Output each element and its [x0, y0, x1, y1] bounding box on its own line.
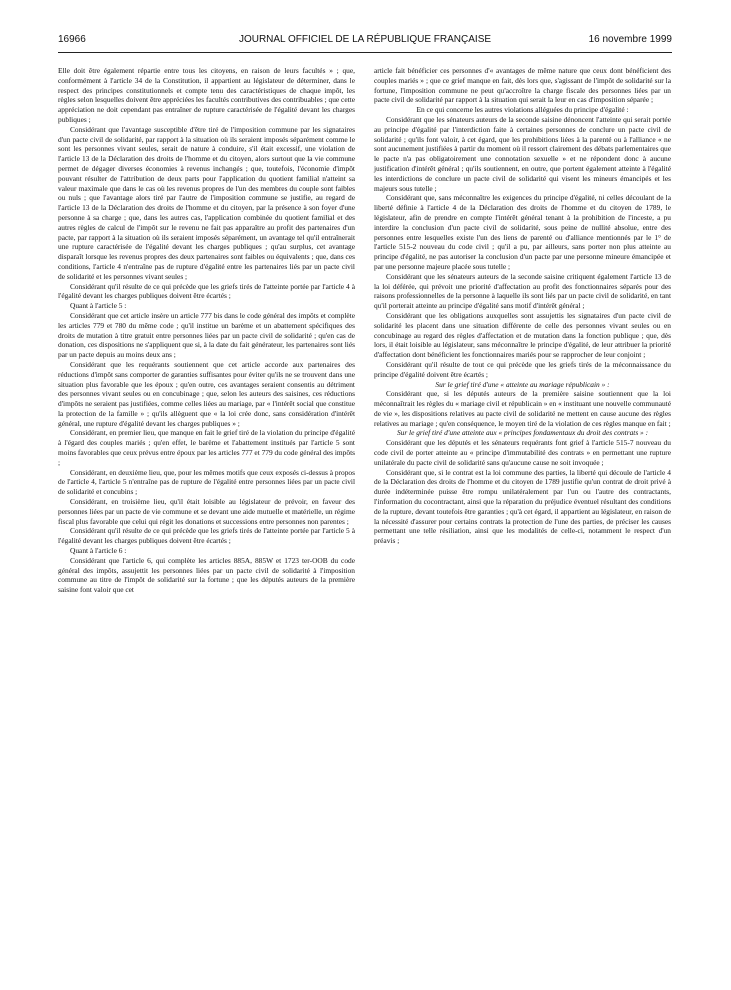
- page-number: 16966: [58, 34, 86, 45]
- section-heading: Sur le grief tiré d'une « atteinte au mariage républicain » :: [435, 379, 610, 389]
- left-column: [58, 66, 355, 595]
- paragraph: Considérant que cet article insère un article 777 bis dans le code général des impôts et complète les articles 779 et 780 du même code ; qu'il institue un barème et un abattement spécifiques des droits de mutation à titre gratuit entre personnes liées par un pacte civil de solidarité ; qu'en cas de donation, ces dispositions ne s'appliquent que si, à la date du fait générateur, les partenaires sont liés par un pacte depuis au moins deux ans ;: [58, 310, 355, 360]
- section-heading: Quant à l'article 5 :: [70, 301, 127, 311]
- paragraph: Considérant que les députés et les sénateurs requérants font grief à l'article 515-7 nouveau du code civil de porter atteinte au « principe d'immutabilité des contrats » en permettant une rupture unilatérale du pacte civil de solidarité sans qu'aucune cause ne soit invoquée ;: [374, 438, 671, 467]
- journal-title: JOURNAL OFFICIEL DE LA RÉPUBLIQUE FRANÇAISE: [238, 34, 492, 45]
- section-heading: En ce qui concerne les autres violations alléguées du principe d'égalité :: [416, 105, 629, 115]
- paragraph: Considérant que l'avantage susceptible d'être tiré de l'imposition commune par les signataires d'un pacte civil de solidarité, par rapport à la situation où ils seraient imposés séparément comme le sont les personnes vivant seules, serait de nature à conduire, s'il était excessif, une violation de l'article 13 de la Déclaration des droits de l'homme et du citoyen, alors surtout que la vie commune permet de dégager diverses économies à revenus inchangés ; que, toutefois, l'économie d'impôt pouvant résulter de l'attribution de deux parts pour l'application du quotient familial n'atteint sa valeur maximale que dans le cas où les revenus propres de l'un des membres du couple sont faibles ou nuls ; que l'avantage alors tiré par l'autre de l'imposition commune se justifie, au regard de l'article 13 de la Déclaration des droits de l'homme et du citoyen, par la présence à son foyer d'une personne à sa charge ; que, dans les autres cas, l'application combinée du quotient familial et des autres règles de calcul de l'impôt sur le revenu ne fait pas apparaître au profit des partenaires d'un pacte, par rapport à la situation où ils seraient imposés séparément, un avantage tel qu'il entraînerait une rupture caractérisée de l'égalité devant les charges publiques ; qu'au surplus, cet avantage disparaît lorsque les revenus propres des deux partenaires sont faibles ou équivalents ; que, dans ces conditions, l'article 4 n'entraîne pas de rupture d'égalité entre les partenaires liés par un pacte civil de solidarité et les personnes vivant seules ;: [58, 124, 355, 281]
- publication-date: 16 novembre 1999: [588, 34, 672, 45]
- paragraph: Considérant, en troisième lieu, qu'il était loisible au législateur de prévoir, en faveur des personnes liées par un pacte de vie commune et se devant une aide mutuelle et matérielle, un régime fiscal plus favorable que celui qui régit les donations et successions entre personnes non parentes ;: [58, 497, 355, 526]
- paragraph: Considérant qu'il résulte de ce qui précède que les griefs tirés de l'atteinte portée par l'article 4 à l'égalité devant les charges publiques doivent être écartés ;: [58, 281, 355, 301]
- right-column: [374, 66, 671, 546]
- paragraph: Considérant que les sénateurs auteurs de la seconde saisine dénoncent l'atteinte qui serait portée au principe d'égalité par l'interdiction faite à certaines personnes de conclure un pacte civil de solidarité ; qu'ils font valoir, à cet égard, que les prohibitions liées à la parenté ou à l'alliance « ne sont aucunement justifiées à partir du moment où il ressort clairement des débats parlementaires que le pacte n'a pas obligatoirement une connotation sexuelle » et ne répondent donc à aucune justification d'intérêt général ; qu'ils soutiennent, en outre, que portent également atteinte à l'égalité les interdictions de conclure un pacte civil de solidarité qui visent les mineurs émancipés et les majeurs sous tutelle ;: [374, 114, 671, 193]
- paragraph: Considérant que les requérants soutiennent que cet article accorde aux partenaires des réductions d'impôt sans comporter de garanties suffisantes pour éviter qu'ils ne se trouvent dans une situation plus favorable que les époux ; qu'en outre, ces avantages seraient consentis au détriment des personnes vivant seules ou en concubinage ; que, selon les auteurs des saisines, ces réductions d'impôts ne seraient pas justifiées, comme celles liées au mariage, par « l'intérêt social que constitue la protection de la famille » ; qu'ils allèguent que « la loi crée donc, sans considération d'intérêt général, une rupture d'égalité devant les charges publiques » ;: [58, 359, 355, 428]
- paragraph: Considérant qu'il résulte de tout ce qui précède que les griefs tirés de la méconnaissance du principe d'égalité doivent être écartés ;: [374, 359, 671, 379]
- section-heading: Quant à l'article 6 :: [70, 546, 127, 556]
- paragraph: Considérant qu'il résulte de ce qui précède que les griefs tirés de l'atteinte portée par l'article 5 à l'égalité devant les charges publiques doivent être écartés ;: [58, 526, 355, 546]
- paragraph: Considérant que les sénateurs auteurs de la seconde saisine critiquent également l'article 13 de la loi déférée, qui prévoit une priorité d'affectation au profit des fonctionnaires séparés pour des raisons professionnelles de la personne à laquelle ils sont liés par un pacte civil de solidarité, en tant qu'il porterait atteinte au principe d'égalité sans motif d'intérêt général ;: [374, 271, 671, 311]
- paragraph: Considérant, en premier lieu, que manque en fait le grief tiré de la violation du principe d'égalité à l'égard des couples mariés ; qu'en effet, le barème et l'abattement institués par l'article 5 sont moins favorables que ceux prévus entre époux par les articles 777 et 779 du code général des impôts ;: [58, 428, 355, 467]
- paragraph: Considérant que les obligations auxquelles sont assujettis les signataires d'un pacte civil de solidarité les placent dans une situation différente de celle des personnes vivant seules ou en concubinage au regard des règles d'affectation et de mutation dans la fonction publique ; que, dès lors, il était loisible au législateur, sans méconnaître le principe d'égalité, de leur attribuer la priorité d'affectation dont bénéficient les fonctionnaires mariés pour se rapprocher de leur conjoint ;: [374, 310, 671, 360]
- paragraph: Considérant que, si les députés auteurs de la première saisine soutiennent que la loi méconnaîtrait les règles du « mariage civil et républicain » en « instituant une nouvelle communauté de vie », les dispositions relatives au pacte civil de solidarité ne mettent en cause aucune des règles relatives au mariage ; qu'en conséquence, le moyen tiré de la violation de ces règles manque en fait ;: [374, 389, 671, 428]
- paragraph: Considérant que, sans méconnaître les exigences du principe d'égalité, ni celles découlant de la liberté définie à l'article 4 de la Déclaration des droits de l'homme et du citoyen de 1789, le législateur, afin de prendre en compte l'intérêt général tenant à la prohibition de l'inceste, a pu interdire la conclusion d'un pacte civil de solidarité, sous peine de nullité absolue, entre des personnes entre lesquelles existe l'un des liens de parenté ou d'alliance mentionnés par le 1° de l'article 515-2 nouveau du code civil ; qu'il a pu, par ailleurs, sans porter non plus atteinte au principe d'égalité, ne pas autoriser la conclusion d'un pacte par une personne mineure émancipée et par une personne majeure placée sous tutelle ;: [374, 193, 671, 271]
- paragraph: Considérant que l'article 6, qui complète les articles 885A, 885W et 1723 ter-OOB du code général des impôts, assujettit les personnes liées par un pacte civil de solidarité à l'imposition commune au titre de l'impôt de solidarité sur la fortune ; que les députés auteurs de la première saisine font valoir que cet: [58, 555, 355, 595]
- paragraph: article fait bénéficier ces personnes d'« avantages de même nature que ceux dont bénéficient des couples mariés » ; que ce grief manque en fait, dès lors que, s'agissant de l'impôt de solidarité sur la fortune, l'imposition commune ne peut qu'accroître la charge fiscale des personnes liées par un pacte civil de solidarité par rapport à la situation qui serait la leur en cas d'imposition séparée ;: [374, 66, 671, 105]
- paragraph: Elle doit être également répartie entre tous les citoyens, en raison de leurs facultés » ; que, conformément à l'article 34 de la Constitution, il appartient au législateur de déterminer, dans le respect des principes constitutionnels et compte tenu des caractéristiques de chaque impôt, les règles selon lesquelles doivent être appréciées les facultés contributives des contribuables ; que cette appréciation ne doit cependant pas entraîner de rupture caractérisée de l'égalité devant les charges publiques ;: [58, 66, 355, 124]
- paragraph: Considérant, en deuxième lieu, que, pour les mêmes motifs que ceux exposés ci-dessus à propos de l'article 4, l'article 5 n'entraîne pas de rupture de l'égalité entre personnes liées par un pacte civil de solidarité et concubins ;: [58, 467, 355, 497]
- paragraph: Considérant que, si le contrat est la loi commune des parties, la liberté qui découle de l'article 4 de la Déclaration des droits de l'homme et du citoyen de 1789 justifie qu'un contrat de droit privé à durée indéterminée puisse être rompu unilatéralement par l'un ou l'autre des contractants, l'information du cocontractant, ainsi que la réparation du préjudice éventuel résultant des conditions de la rupture, devant toutefois être garanties ; qu'à cet égard, il appartient au législateur, en raison de la nécessité d'assurer pour certains contrats la protection de l'une des parties, de préciser les causes permettant une telle résiliation, ainsi que les modalités de celle-ci, notamment le respect d'un préavis ;: [374, 467, 671, 546]
- page-header: [58, 30, 672, 53]
- section-heading: Sur le grief tiré d'une atteinte aux « principes fondamentaux du droit des contrats » :: [396, 428, 649, 438]
